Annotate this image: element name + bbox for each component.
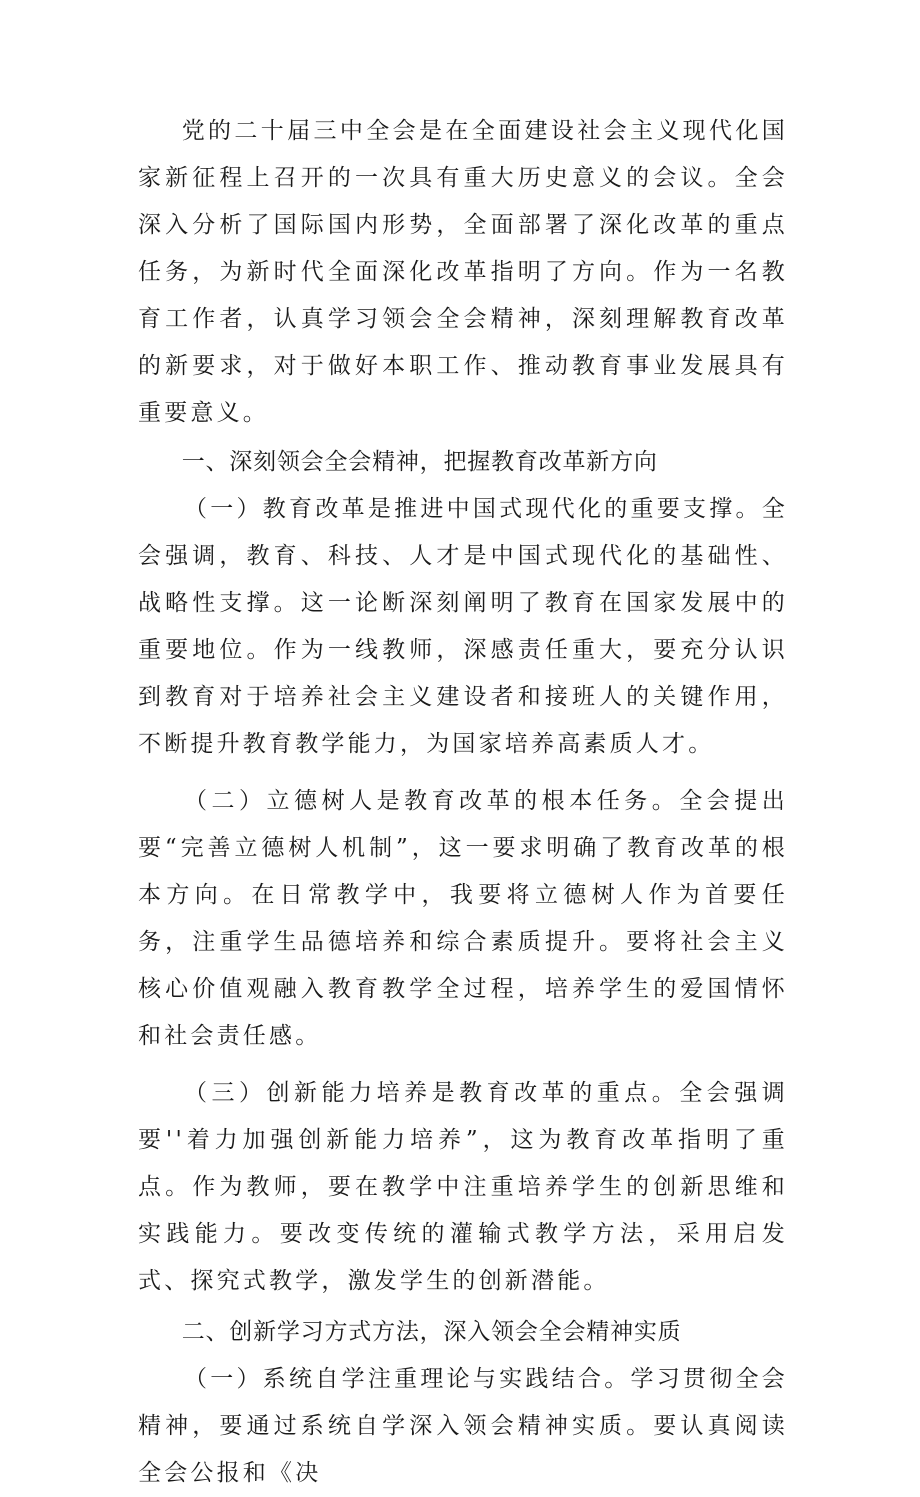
section-heading-2: 二、创新学习方式方法，深入领会全会精神实质 [181,1319,682,1345]
section-1-paragraph-1: （一）教育改革是推进中国式现代化的重要支撑。全会强调，教育、科技、人才是中国式现代化的基础性、战略性支撑。这一论断深刻阐明了教育在国家发展中的重要地位。作为一线教师，深感责任重大，要充分认识到教育对于培养社会主义建设者和接班人的关键作用，不断提升教育教学能力，为国家培养高素质人才。 [138,496,788,757]
section-heading-1: 一、深刻领会全会精神，把握教育改革新方向 [181,449,658,475]
document-body [138,108,788,1497]
intro-paragraph: 党的二十届三中全会是在全面建设社会主义现代化国家新征程上召开的一次具有重大历史意义的会议。全会深入分析了国际国内形势，全面部署了深化改革的重点任务，为新时代全面深化改革指明了方向。作为一名教育工作者，认真学习领会全会精神，深刻理解教育改革的新要求，对于做好本职工作、推动教育事业发展具有重要意义。 [138,118,788,426]
section-2-paragraph-1: （一）系统自学注重理论与实践结合。学习贯彻全会精神，要通过系统自学深入领会精神实质。要认真阅读全会公报和《决 [138,1366,788,1486]
section-1-paragraph-2: （二）立德树人是教育改革的根本任务。全会提出要“完善立德树人机制”，这一要求明确了教育改革的根本方向。在日常教学中，我要将立德树人作为首要任务，注重学生品德培养和综合素质提升。要将社会主义核心价值观融入教育教学全过程，培养学生的爱国情怀和社会责任感。 [138,788,788,1049]
section-1-paragraph-3: （三）创新能力培养是教育改革的重点。全会强调要''着力加强创新能力培养”，这为教育改革指明了重点。作为教师，要在教学中注重培养学生的创新思维和实践能力。要改变传统的灌输式教学方法，采用启发式、探究式教学，激发学生的创新潜能。 [138,1080,788,1294]
